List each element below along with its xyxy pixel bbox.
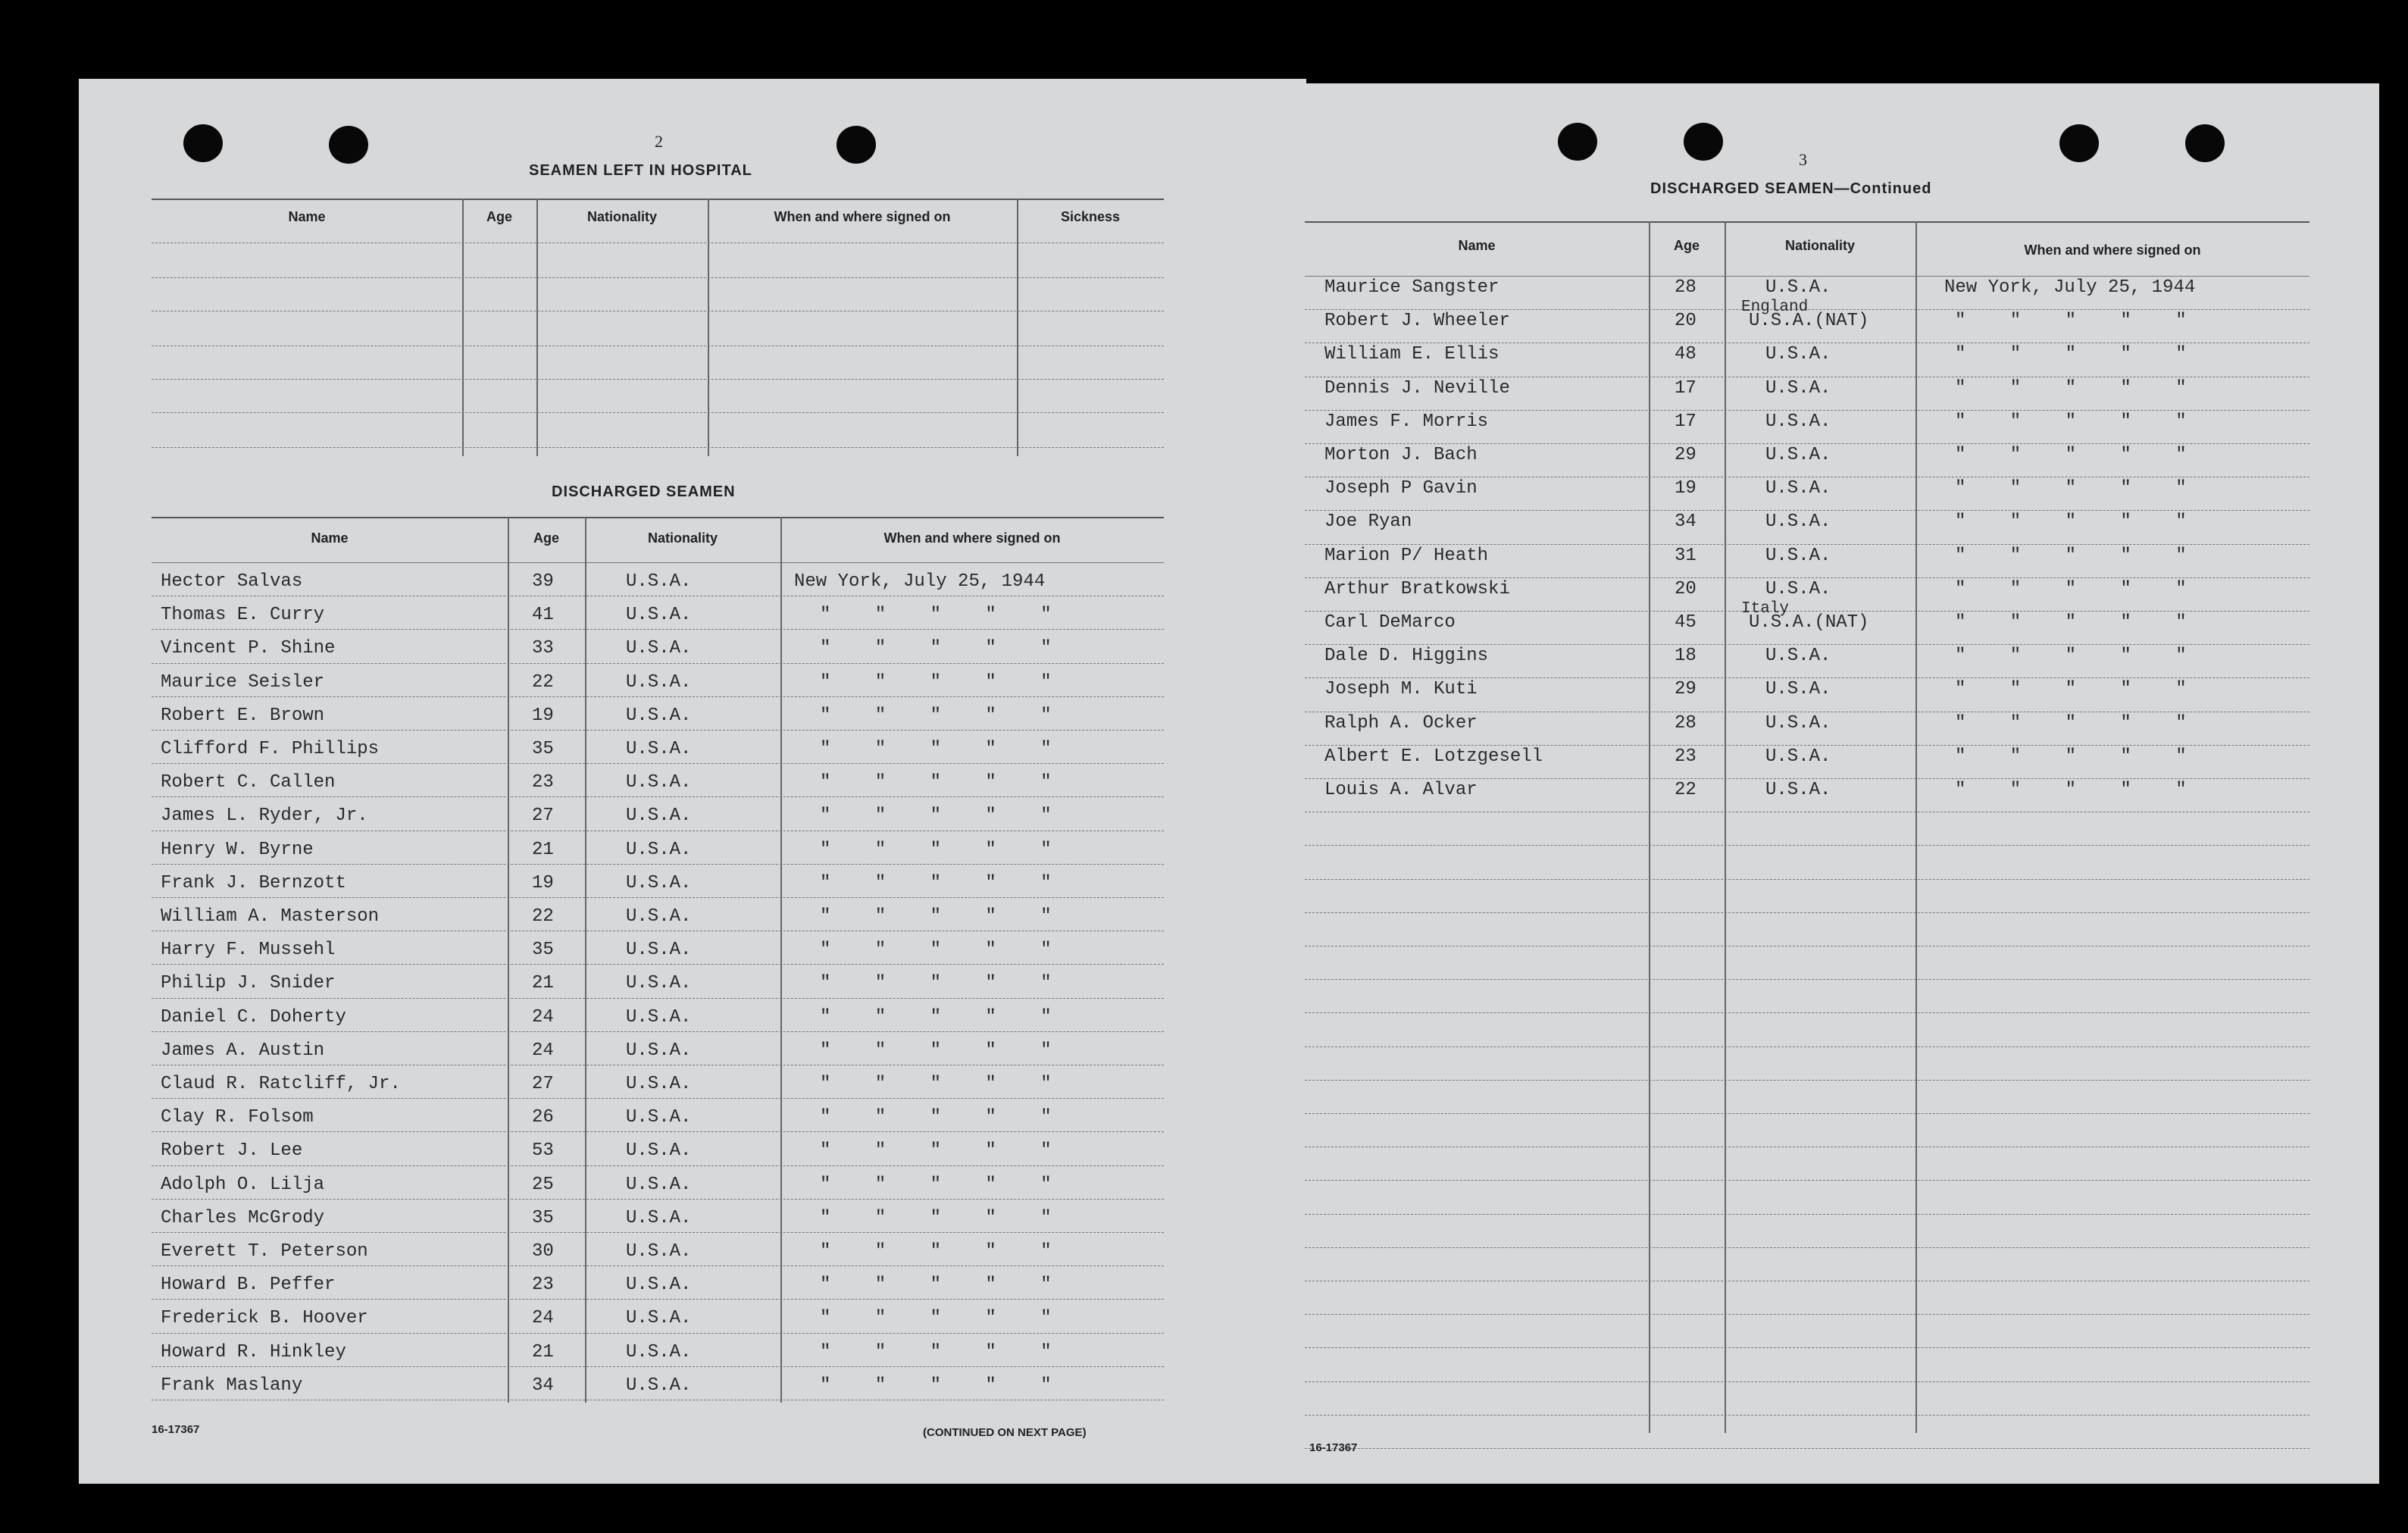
signed-on: " " " " " <box>820 1207 1068 1228</box>
seaman-age: 20 <box>1675 311 1697 332</box>
row-rule <box>1305 577 2309 578</box>
column-header: Nationality <box>586 209 657 224</box>
row-rule <box>1305 644 2309 645</box>
seaman-age: 19 <box>532 705 554 726</box>
seaman-name: Philip J. Snider <box>161 973 336 994</box>
row-rule <box>1305 979 2309 980</box>
seaman-name: Dennis J. Neville <box>1324 377 1510 399</box>
column-divider <box>1725 221 1726 1433</box>
signed-on: " " " " " <box>820 1341 1068 1362</box>
punch-hole <box>2185 124 2225 162</box>
seaman-age: 18 <box>1675 646 1697 667</box>
seaman-age: 35 <box>532 940 554 961</box>
row-rule <box>1305 1415 2309 1416</box>
seaman-name: Clay R. Folsom <box>161 1107 314 1128</box>
seaman-age: 33 <box>532 638 554 659</box>
seaman-nationality: U.S.A. <box>626 906 692 927</box>
row-rule <box>152 663 1164 664</box>
discharged-title: DISCHARGED SEAMEN <box>552 483 736 500</box>
row-rule <box>152 379 1164 380</box>
seaman-nationality: U.S.A. <box>1765 545 1831 566</box>
seaman-age: 39 <box>532 571 554 592</box>
signed-on: " " " " " <box>820 1275 1068 1296</box>
row-rule <box>152 897 1164 898</box>
nationality-note: Italy <box>1741 600 1790 618</box>
seaman-nationality: U.S.A. <box>626 940 692 961</box>
punch-hole <box>183 124 223 162</box>
row-rule <box>1305 443 2309 444</box>
seaman-name: Maurice Sangster <box>1324 277 1500 298</box>
seaman-age: 34 <box>532 1375 554 1396</box>
seaman-nationality: U.S.A. <box>1765 478 1831 499</box>
seaman-nationality: U.S.A. <box>1765 780 1831 800</box>
row-rule <box>152 1333 1164 1334</box>
column-header: When and where signed on <box>883 530 1061 546</box>
seaman-nationality: U.S.A. <box>1765 277 1831 298</box>
signed-on: " " " " " <box>820 1107 1068 1128</box>
form-number: 16-17367 <box>152 1423 200 1436</box>
column-header: Name <box>288 209 326 224</box>
seaman-nationality: U.S.A. <box>626 1006 692 1028</box>
column-header: Sickness <box>1060 209 1121 224</box>
signed-on: " " " " " <box>820 1174 1068 1195</box>
signed-on: " " " " " <box>1955 578 2203 599</box>
seaman-nationality: U.S.A.(NAT) <box>1749 311 1869 332</box>
seaman-age: 21 <box>532 973 554 994</box>
signed-on: " " " " " <box>1955 445 2203 465</box>
seaman-age: 21 <box>532 1341 554 1362</box>
seaman-name: Morton J. Bach <box>1324 445 1478 465</box>
row-rule <box>1305 544 2309 545</box>
seaman-name: James A. Austin <box>161 1040 325 1061</box>
column-header: Age <box>1673 238 1700 253</box>
seaman-name: Daniel C. Doherty <box>161 1006 346 1028</box>
row-rule <box>152 447 1164 448</box>
signed-on: " " " " " <box>1955 746 2203 767</box>
seaman-name: Louis A. Alvar <box>1324 780 1478 800</box>
row-rule <box>152 998 1164 999</box>
seaman-age: 23 <box>532 772 554 793</box>
column-divider <box>585 517 586 1403</box>
signed-on: New York, July 25, 1944 <box>794 571 1046 592</box>
row-rule <box>152 864 1164 865</box>
row-rule <box>1305 1347 2309 1348</box>
seaman-age: 28 <box>1675 712 1697 734</box>
signed-on: New York, July 25, 1944 <box>1944 277 2196 298</box>
seaman-name: Ralph A. Ocker <box>1324 712 1478 734</box>
punch-hole <box>837 126 876 164</box>
seaman-nationality: U.S.A. <box>626 806 692 827</box>
column-divider <box>708 199 709 456</box>
seaman-age: 19 <box>532 872 554 893</box>
row-rule <box>152 1299 1164 1300</box>
seaman-age: 22 <box>532 671 554 693</box>
seaman-nationality: U.S.A. <box>626 973 692 994</box>
signed-on: " " " " " <box>820 940 1068 961</box>
nationality-note: England <box>1741 299 1809 317</box>
row-rule <box>152 1366 1164 1367</box>
seaman-name: Howard B. Peffer <box>161 1275 336 1296</box>
column-divider <box>508 517 509 1403</box>
signed-on: " " " " " <box>820 605 1068 626</box>
seaman-nationality: U.S.A. <box>626 638 692 659</box>
seaman-age: 29 <box>1675 679 1697 700</box>
seaman-name: Albert E. Lotzgesell <box>1324 746 1543 767</box>
seaman-age: 23 <box>1675 746 1697 767</box>
column-header: Name <box>1458 238 1496 253</box>
seaman-nationality: U.S.A. <box>626 1341 692 1362</box>
seaman-name: Marion P/ Heath <box>1324 545 1489 566</box>
signed-on: " " " " " <box>820 1375 1068 1396</box>
punch-hole <box>1558 123 1597 161</box>
column-divider <box>1017 199 1018 456</box>
row-rule <box>152 730 1164 731</box>
row-rule <box>1305 1448 2309 1449</box>
signed-on: " " " " " <box>1955 344 2203 365</box>
seaman-age: 34 <box>1675 512 1697 533</box>
column-divider <box>1915 221 1917 1433</box>
seaman-nationality: U.S.A. <box>1765 746 1831 767</box>
row-rule <box>152 1098 1164 1099</box>
signed-on: " " " " " <box>820 906 1068 927</box>
seaman-age: 30 <box>532 1241 554 1262</box>
seaman-nationality: U.S.A. <box>626 1308 692 1329</box>
seaman-name: Carl DeMarco <box>1324 612 1456 633</box>
seaman-age: 19 <box>1675 478 1697 499</box>
row-rule <box>152 1165 1164 1166</box>
seaman-name: Joseph M. Kuti <box>1324 679 1478 700</box>
column-divider <box>462 199 464 456</box>
signed-on: " " " " " <box>820 705 1068 726</box>
seaman-name: Frank Maslany <box>161 1375 303 1396</box>
row-rule <box>1305 1247 2309 1248</box>
signed-on: " " " " " <box>820 806 1068 827</box>
seaman-name: Robert J. Lee <box>161 1140 303 1162</box>
seaman-nationality: U.S.A. <box>626 872 692 893</box>
seaman-nationality: U.S.A. <box>626 1174 692 1195</box>
seaman-name: William A. Masterson <box>161 906 380 927</box>
signed-on: " " " " " <box>820 1074 1068 1094</box>
seaman-nationality: U.S.A. <box>626 1207 692 1228</box>
seaman-nationality: U.S.A. <box>626 739 692 759</box>
right-page <box>1303 83 2379 1484</box>
seaman-nationality: U.S.A. <box>626 1107 692 1128</box>
row-rule <box>1305 745 2309 746</box>
row-rule <box>1305 1113 2309 1114</box>
row-rule <box>152 1131 1164 1132</box>
seaman-name: Hector Salvas <box>161 571 303 592</box>
seaman-nationality: U.S.A. <box>626 1074 692 1094</box>
column-divider <box>780 517 782 1403</box>
seaman-age: 29 <box>1675 445 1697 465</box>
seaman-age: 28 <box>1675 277 1697 298</box>
row-rule <box>1305 1080 2309 1081</box>
row-rule <box>152 629 1164 630</box>
punch-hole <box>1684 123 1723 161</box>
row-rule <box>1305 611 2309 612</box>
seaman-nationality: U.S.A. <box>1765 344 1831 365</box>
seaman-name: Robert J. Wheeler <box>1324 311 1510 332</box>
signed-on: " " " " " <box>1955 646 2203 667</box>
seaman-nationality: U.S.A. <box>1765 445 1831 465</box>
signed-on: " " " " " <box>1955 311 2203 332</box>
row-rule <box>1305 1012 2309 1013</box>
seaman-nationality: U.S.A. <box>1765 578 1831 599</box>
seaman-age: 35 <box>532 1207 554 1228</box>
signed-on: " " " " " <box>820 772 1068 793</box>
signed-on: " " " " " <box>820 638 1068 659</box>
seaman-name: William E. Ellis <box>1324 344 1500 365</box>
seaman-age: 35 <box>532 739 554 759</box>
table-rule <box>1305 276 2309 277</box>
signed-on: " " " " " <box>1955 712 2203 734</box>
seaman-nationality: U.S.A. <box>626 772 692 793</box>
seaman-nationality: U.S.A. <box>626 671 692 693</box>
seaman-name: Clifford F. Phillips <box>161 739 380 759</box>
punch-hole <box>2059 124 2099 162</box>
seaman-name: James F. Morris <box>1324 411 1489 432</box>
row-rule <box>1305 912 2309 913</box>
seaman-age: 24 <box>532 1040 554 1061</box>
seaman-age: 17 <box>1675 411 1697 432</box>
seaman-age: 48 <box>1675 344 1697 365</box>
row-rule <box>152 1199 1164 1200</box>
seaman-age: 21 <box>532 839 554 860</box>
seaman-nationality: U.S.A. <box>626 1375 692 1396</box>
discharged-continued-title: DISCHARGED SEAMEN—Continued <box>1650 180 1932 197</box>
seaman-name: Frederick B. Hoover <box>161 1308 368 1329</box>
seaman-nationality: U.S.A. <box>1765 411 1831 432</box>
seaman-name: Everett T. Peterson <box>161 1241 368 1262</box>
seaman-nationality: U.S.A. <box>626 1040 692 1061</box>
signed-on: " " " " " <box>1955 512 2203 533</box>
seaman-name: Henry W. Byrne <box>161 839 314 860</box>
seaman-age: 23 <box>532 1275 554 1296</box>
column-header: When and where signed on <box>774 209 951 224</box>
seaman-nationality: U.S.A. <box>1765 712 1831 734</box>
column-header: Name <box>311 530 349 546</box>
seaman-age: 27 <box>532 1074 554 1094</box>
seaman-age: 24 <box>532 1006 554 1028</box>
row-rule <box>152 796 1164 797</box>
seaman-age: 20 <box>1675 578 1697 599</box>
seaman-nationality: U.S.A. <box>626 571 692 592</box>
seaman-age: 27 <box>532 806 554 827</box>
seaman-nationality: U.S.A. <box>1765 646 1831 667</box>
row-rule <box>1305 1314 2309 1315</box>
column-divider <box>536 199 538 456</box>
seaman-age: 24 <box>532 1308 554 1329</box>
seaman-age: 53 <box>532 1140 554 1162</box>
seaman-name: Howard R. Hinkley <box>161 1341 346 1362</box>
signed-on: " " " " " <box>820 1241 1068 1262</box>
seaman-nationality: U.S.A. <box>626 705 692 726</box>
row-rule <box>152 1232 1164 1233</box>
signed-on: " " " " " <box>1955 612 2203 633</box>
row-rule <box>152 964 1164 965</box>
row-rule <box>1305 1180 2309 1181</box>
signed-on: " " " " " <box>1955 411 2203 432</box>
row-rule <box>152 763 1164 764</box>
hospital-title: SEAMEN LEFT IN HOSPITAL <box>529 162 752 179</box>
signed-on: " " " " " <box>1955 545 2203 566</box>
seaman-name: Maurice Seisler <box>161 671 325 693</box>
seaman-nationality: U.S.A. <box>626 605 692 626</box>
signed-on: " " " " " <box>1955 780 2203 800</box>
seaman-nationality: U.S.A. <box>626 839 692 860</box>
seaman-name: Charles McGrody <box>161 1207 325 1228</box>
row-rule <box>152 696 1164 697</box>
seaman-name: Frank J. Bernzott <box>161 872 346 893</box>
row-rule <box>1305 845 2309 846</box>
seaman-nationality: U.S.A. <box>1765 377 1831 399</box>
signed-on: " " " " " <box>820 739 1068 759</box>
seaman-name: Dale D. Higgins <box>1324 646 1489 667</box>
table-rule <box>152 199 1164 200</box>
column-header: Nationality <box>1784 238 1855 253</box>
column-header: Age <box>486 209 512 224</box>
signed-on: " " " " " <box>1955 478 2203 499</box>
column-header: Age <box>533 530 559 546</box>
seaman-nationality: U.S.A. <box>626 1275 692 1296</box>
signed-on: " " " " " <box>820 671 1068 693</box>
seaman-age: 41 <box>532 605 554 626</box>
seaman-age: 45 <box>1675 612 1697 633</box>
row-rule <box>1305 879 2309 880</box>
signed-on: " " " " " <box>820 839 1068 860</box>
row-rule <box>152 1031 1164 1032</box>
seaman-age: 25 <box>532 1174 554 1195</box>
row-rule <box>152 412 1164 413</box>
seaman-nationality: U.S.A. <box>1765 679 1831 700</box>
seaman-age: 26 <box>532 1107 554 1128</box>
column-header: When and where signed on <box>2024 242 2201 258</box>
row-rule <box>1305 1381 2309 1382</box>
seaman-name: Joseph P Gavin <box>1324 478 1478 499</box>
signed-on: " " " " " <box>820 1308 1068 1329</box>
table-rule <box>152 517 1164 518</box>
seaman-nationality: U.S.A.(NAT) <box>1749 612 1869 633</box>
row-rule <box>1305 510 2309 511</box>
seaman-name: Harry F. Mussehl <box>161 940 336 961</box>
seaman-nationality: U.S.A. <box>626 1241 692 1262</box>
punch-hole <box>329 126 368 164</box>
table-rule <box>1305 221 2309 223</box>
column-header: Nationality <box>647 530 718 546</box>
seaman-name: James L. Ryder, Jr. <box>161 806 368 827</box>
signed-on: " " " " " <box>1955 377 2203 399</box>
signed-on: " " " " " <box>820 1006 1068 1028</box>
signed-on: " " " " " <box>820 973 1068 994</box>
seaman-name: Claud R. Ratcliff, Jr. <box>161 1074 401 1094</box>
seaman-nationality: U.S.A. <box>1765 512 1831 533</box>
seaman-name: Robert E. Brown <box>161 705 325 726</box>
seaman-name: Arthur Bratkowski <box>1324 578 1510 599</box>
row-rule <box>1305 677 2309 678</box>
seaman-age: 22 <box>1675 780 1697 800</box>
signed-on: " " " " " <box>820 1140 1068 1162</box>
page-number: 2 <box>655 132 663 151</box>
signed-on: " " " " " <box>820 1040 1068 1061</box>
seaman-name: Thomas E. Curry <box>161 605 325 626</box>
seaman-age: 31 <box>1675 545 1697 566</box>
seaman-name: Robert C. Callen <box>161 772 336 793</box>
signed-on: " " " " " <box>1955 679 2203 700</box>
row-rule <box>1305 410 2309 411</box>
signed-on: " " " " " <box>820 872 1068 893</box>
row-rule <box>152 242 1164 243</box>
row-rule <box>152 277 1164 278</box>
seaman-age: 17 <box>1675 377 1697 399</box>
seaman-age: 22 <box>532 906 554 927</box>
row-rule <box>1305 778 2309 779</box>
row-rule <box>1305 1214 2309 1215</box>
continued-note: (CONTINUED ON NEXT PAGE) <box>923 1426 1087 1439</box>
column-divider <box>1649 221 1650 1433</box>
seaman-nationality: U.S.A. <box>626 1140 692 1162</box>
left-page <box>79 79 1306 1484</box>
seaman-name: Adolph O. Lilja <box>161 1174 325 1195</box>
form-number: 16-17367 <box>1309 1441 1358 1454</box>
seaman-name: Vincent P. Shine <box>161 638 336 659</box>
seaman-name: Joe Ryan <box>1324 512 1412 533</box>
page-number: 3 <box>1799 150 1807 169</box>
table-rule <box>152 562 1164 563</box>
